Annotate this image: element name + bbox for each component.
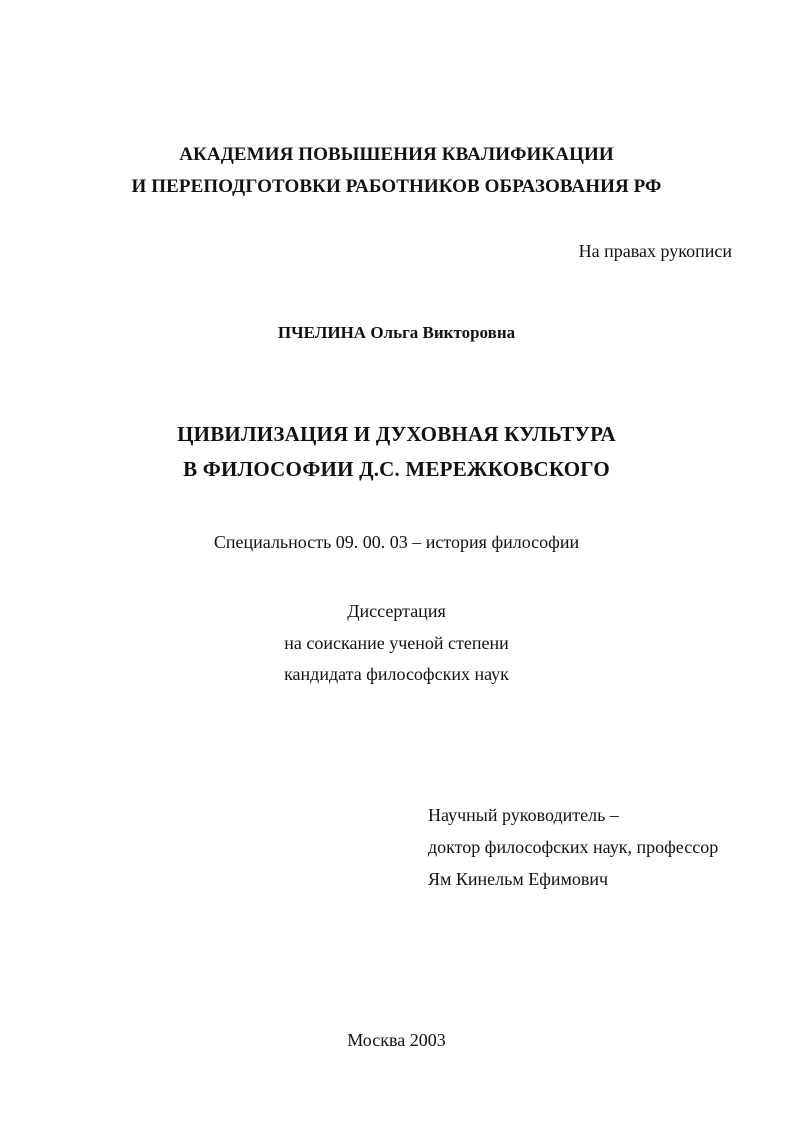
institution-line-1: АКАДЕМИЯ ПОВЫШЕНИЯ КВАЛИФИКАЦИИ: [179, 144, 614, 165]
dissertation-title-line-2: В ФИЛОСОФИИ Д.С. МЕРЕЖКОВСКОГО: [183, 457, 610, 481]
supervisor-line-1: Научный руководитель –: [428, 805, 619, 825]
dissertation-line-2: на соискание ученой степени: [284, 633, 509, 653]
supervisor-line-3: Ям Кинельм Ефимович: [428, 869, 609, 889]
city-year: Москва 2003: [347, 1030, 446, 1050]
manuscript-note: На правах рукописи: [578, 241, 732, 261]
specialty: Специальность 09. 00. 03 – история философии: [213, 532, 580, 552]
dissertation-title-line-1: ЦИВИЛИЗАЦИЯ И ДУХОВНАЯ КУЛЬТУРА: [177, 422, 616, 446]
supervisor-line-2: доктор философских наук, профессор: [428, 837, 719, 857]
dissertation-line-3: кандидата философских наук: [284, 664, 509, 684]
dissertation-line-1: Диссертация: [347, 601, 446, 621]
institution-line-2: И ПЕРЕПОДГОТОВКИ РАБОТНИКОВ ОБРАЗОВАНИЯ РФ: [131, 176, 662, 197]
author-name: ПЧЕЛИНА Ольга Викторовна: [277, 323, 516, 342]
